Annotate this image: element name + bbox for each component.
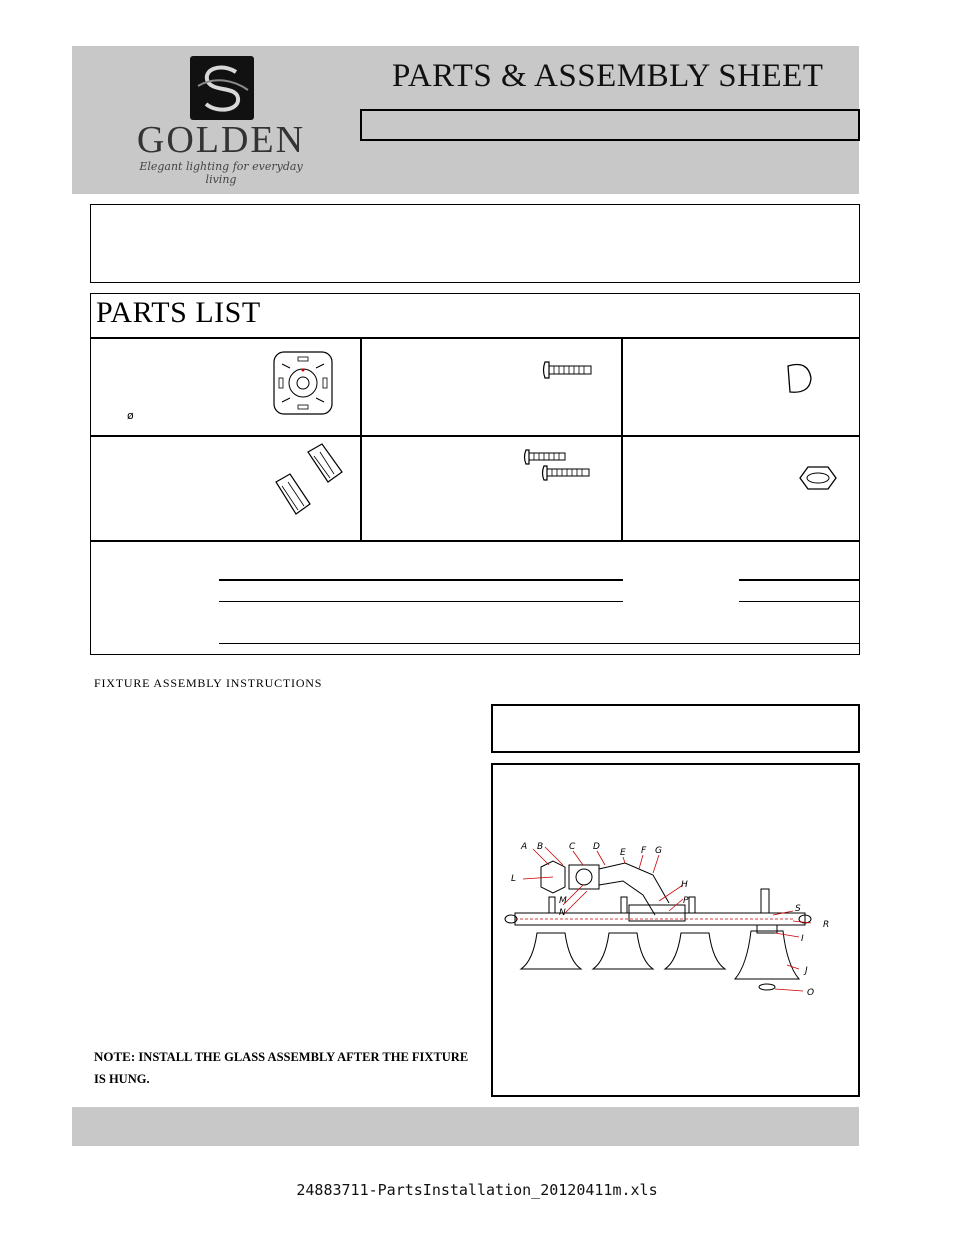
- note-label: NOTE:: [94, 1049, 136, 1064]
- diagram-label-d: D: [593, 842, 600, 852]
- info-box: [90, 204, 860, 283]
- diagram-label-p: P: [683, 896, 689, 906]
- two-screws-icon: [522, 448, 592, 488]
- parts-list-table: [90, 293, 860, 655]
- mounting-plate-icon: [268, 348, 338, 418]
- diagram-label-i: I: [801, 934, 804, 944]
- logo-tagline: Elegant lighting for everyday living: [139, 160, 303, 186]
- diagram-label-s: S: [795, 904, 801, 914]
- hex-nut-icon: [798, 465, 838, 491]
- diagram-label-g: G: [655, 846, 662, 856]
- instructions-heading-text: FIXTURE ASSEMBLY INSTRUCTIONS: [94, 676, 323, 690]
- screw-icon: [541, 360, 595, 380]
- assembly-diagram: [491, 763, 860, 1097]
- diagram-label-f: F: [641, 846, 647, 856]
- diagram-label-o: O: [807, 988, 815, 998]
- diagram-label-l: L: [511, 874, 517, 884]
- logo-wordmark: GOLDEN: [136, 119, 306, 161]
- diagram-label-h: H: [681, 880, 688, 890]
- parts-list-title: PARTS LIST: [96, 296, 261, 329]
- fixture-diagram-icon: [493, 765, 858, 1095]
- assembly-note: [94, 1046, 474, 1090]
- page-title: PARTS & ASSEMBLY SHEET: [392, 58, 824, 94]
- diagram-label-j: J: [805, 966, 808, 976]
- diagram-label-e: E: [620, 848, 626, 858]
- diagram-label-r: R: [823, 920, 830, 930]
- file-name: 24883711-PartsInstallation_20120411m.xls: [296, 1181, 658, 1199]
- diameter-symbol: ø: [127, 409, 134, 422]
- golden-s-emblem-icon: [190, 56, 254, 120]
- instructions-heading: [94, 676, 322, 691]
- diagram-label-n: N: [559, 908, 566, 918]
- company-logo: [136, 52, 306, 188]
- diagram-label-m: M: [559, 896, 567, 906]
- model-number-field: [360, 109, 860, 141]
- round-cap-icon: [784, 362, 816, 396]
- footer-bar: [72, 1107, 859, 1146]
- diagram-label-b: B: [537, 842, 544, 852]
- diagram-label-a: A: [521, 842, 528, 852]
- diagram-caption-box: [491, 704, 860, 753]
- wire-nuts-icon: [272, 440, 354, 520]
- diagram-label-c: C: [569, 842, 576, 852]
- note-text: INSTALL THE GLASS ASSEMBLY AFTER THE FIXTURE IS HUNG.: [94, 1050, 469, 1086]
